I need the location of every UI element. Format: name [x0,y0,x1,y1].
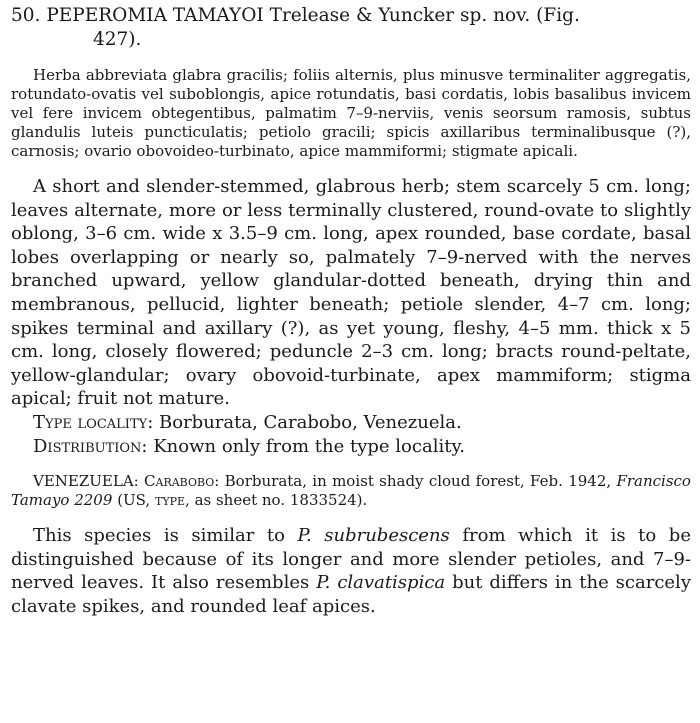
species-number: 50. [11,5,41,26]
specimen-type-label: type, [154,491,190,510]
remarks-species2: P. clavatispica [316,572,446,594]
specimen-locality: Borburata, in moist shady cloud forest, Feb. 1942, [224,472,612,491]
type-locality-label: Type locality: [33,411,154,433]
remarks-part2: from which it is to be distinguished because of its longer and more slender petioles, and 7–9-nerved leaves. It also resembles [11,525,691,594]
distribution-label: Distribution: [33,435,148,457]
type-locality [11,411,691,435]
type-locality-value: Borburata, Carabobo, Venezuela. [159,411,462,433]
latin-description: Herba abbreviata glabra gracilis; foliis alternis, plus minusve terminaliter aggregatis, rotundato-ovatis vel suboblongis, apice rotundatis, basi cordatis, lobis basalibus invicem vel fere invicem obtegentibus, palmatim 7–9-nerviis, venis seorsum ramosis, subtus glandulis luteis puncticulatis; petiolo gracili; spicis axillaribus terminalibusque (?), carnosis; ovario obovoideo-turbinato, apice mammiformi; stigmate apicali. [11,66,691,160]
species-authors: Trelease & Yuncker sp. nov. (Fig. [269,5,580,26]
specimen-sheet: as sheet no. 1833524). [194,491,368,510]
page [11,4,691,619]
species-name: PEPEROMIA TAMAYOI [46,5,264,26]
remarks-part1: This species is similar to [33,525,285,547]
distribution [11,435,691,459]
species-heading [11,4,691,52]
remarks [11,524,691,618]
specimen-collector: Francisco Tamayo 2209 [11,472,691,510]
specimen-herbarium: (US, [117,491,151,510]
distribution-value: Known only from the type locality. [153,435,465,457]
remarks-part3: but differs in the scarcely clavate spikes, and rounded leaf apices. [11,572,691,617]
remarks-species1: P. subrubescens [297,525,450,547]
english-description: A short and slender-stemmed, glabrous herb; stem scarcely 5 cm. long; leaves alternate, more or less terminally clustered, round-ovate to slightly oblong, 3–6 cm. wide x 3.5–9 cm. long, apex rounded, base cordate, basal lobes overlapping or nearly so, palmately 7–9-nerved with the nerves branched upward, yellow glandular-dotted beneath, drying thin and membranous, pellucid, lighter beneath; petiole slender, 4–7 cm. long; spikes terminal and axillary (?), as yet young, fleshy, 4–5 mm. thick x 5 cm. long, closely flowered; peduncle 2–3 cm. long; bracts round-peltate, yellow-glandular; ovary obovoid-turbinate, apex mammiform; stigma apical; fruit not mature. [11,176,691,410]
figure-reference: 427). [93,29,142,50]
specimen-citation [11,472,691,510]
specimen-state: Carabobo: [144,472,220,491]
specimen-country: VENEZUELA: [33,472,139,491]
